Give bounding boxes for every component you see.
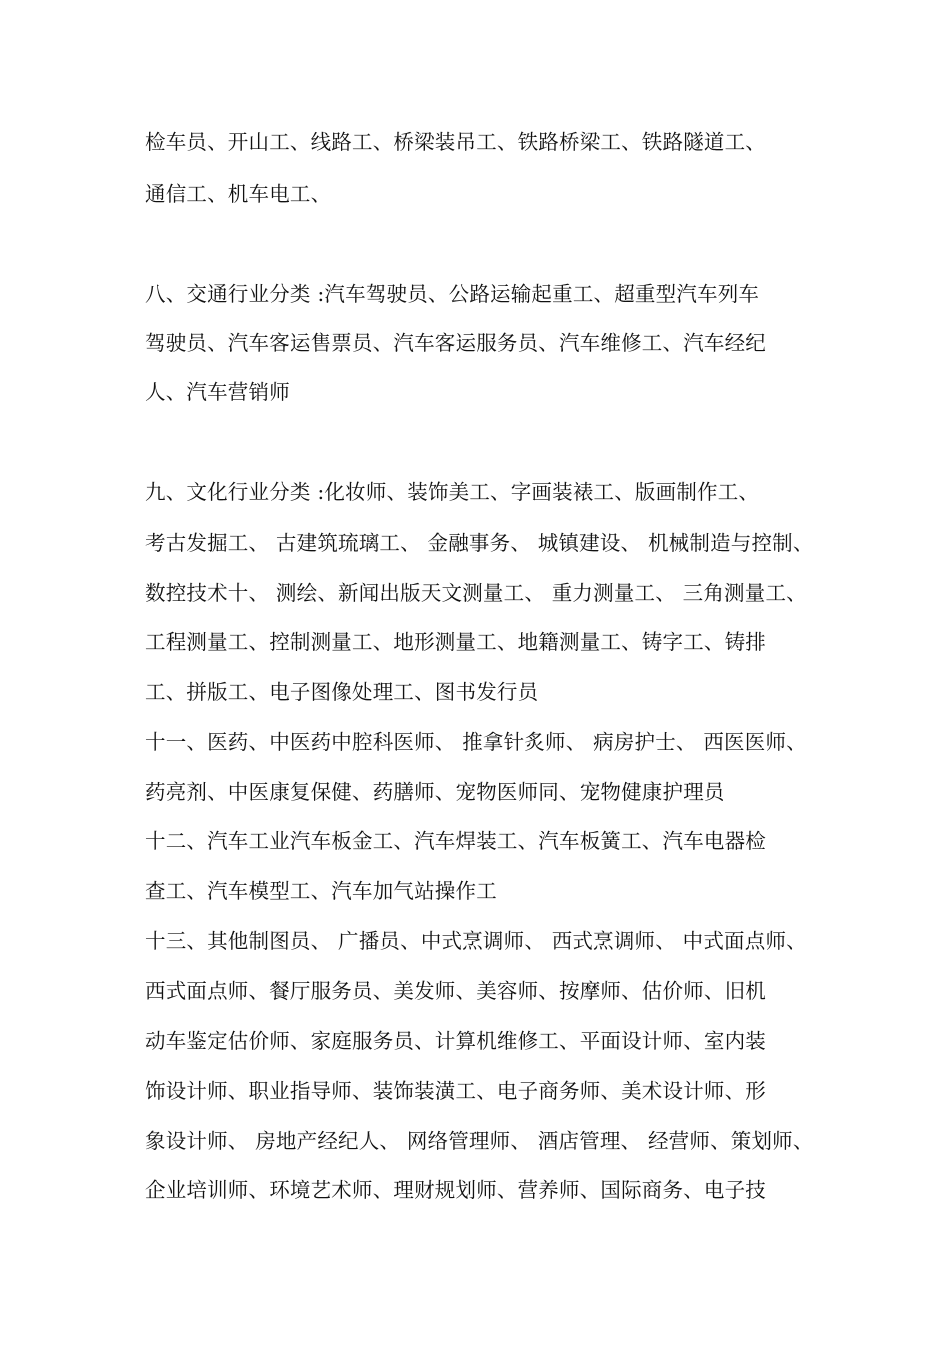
text-line-5: 人、汽车营销师 (145, 380, 290, 404)
section-11-heading-line: 十一、医药、中医药中腔科医师、 推拿针炙师、 病房护士、 西医医师、 (145, 730, 807, 754)
text-line-17: 动车鉴定估价师、家庭服务员、计算机维修工、平面设计师、室内装 (145, 1029, 766, 1053)
section-8-heading-line: 八、交通行业分类 :汽车驾驶员、公路运输起重工、超重型汽车列车 (145, 282, 760, 306)
section-13-heading-line: 十三、其他制图员、 广播员、中式烹调师、 西式烹调师、 中式面点师、 (145, 929, 807, 953)
text-line-4: 驾驶员、汽车客运售票员、汽车客运服务员、汽车维修工、汽车经纪 (145, 331, 766, 355)
text-line-8: 数控技术十、 测绘、新闻出版天文测量工、 重力测量工、 三角测量工、 (145, 581, 807, 605)
text-line-12: 药亮剂、中医康复保健、药膳师、宠物医师同、宠物健康护理员 (145, 780, 725, 804)
text-line-7: 考古发掘工、 古建筑琉璃工、 金融事务、 城镇建设、 机械制造与控制、 (145, 531, 814, 555)
text-line-18: 饰设计师、职业指导师、装饰装潢工、电子商务师、美术设计师、形 (145, 1079, 766, 1103)
text-line-1: 检车员、开山工、线路工、桥梁装吊工、铁路桥梁工、铁路隧道工、 (145, 130, 766, 154)
section-9-heading-line: 九、文化行业分类 :化妆师、装饰美工、字画装裱工、版画制作工、 (145, 480, 760, 504)
text-line-9: 工程测量工、控制测量工、地形测量工、地籍测量工、铸字工、铸排 (145, 630, 766, 654)
text-line-19: 象设计师、 房地产经纪人、 网络管理师、 酒店管理、 经营师、策划师、 (145, 1129, 814, 1153)
text-line-14: 查工、汽车模型工、汽车加气站操作工 (145, 879, 497, 903)
section-12-heading-line: 十二、汽车工业汽车板金工、汽车焊装工、汽车板簧工、汽车电器检 (145, 829, 766, 853)
text-line-2: 通信工、机车电工、 (145, 182, 332, 206)
text-line-10: 工、拼版工、电子图像处理工、图书发行员 (145, 680, 539, 704)
text-line-16: 西式面点师、餐厅服务员、美发师、美容师、按摩师、估价师、旧机 (145, 979, 766, 1003)
text-line-20: 企业培训师、环境艺术师、理财规划师、营养师、国际商务、电子技 (145, 1178, 766, 1202)
